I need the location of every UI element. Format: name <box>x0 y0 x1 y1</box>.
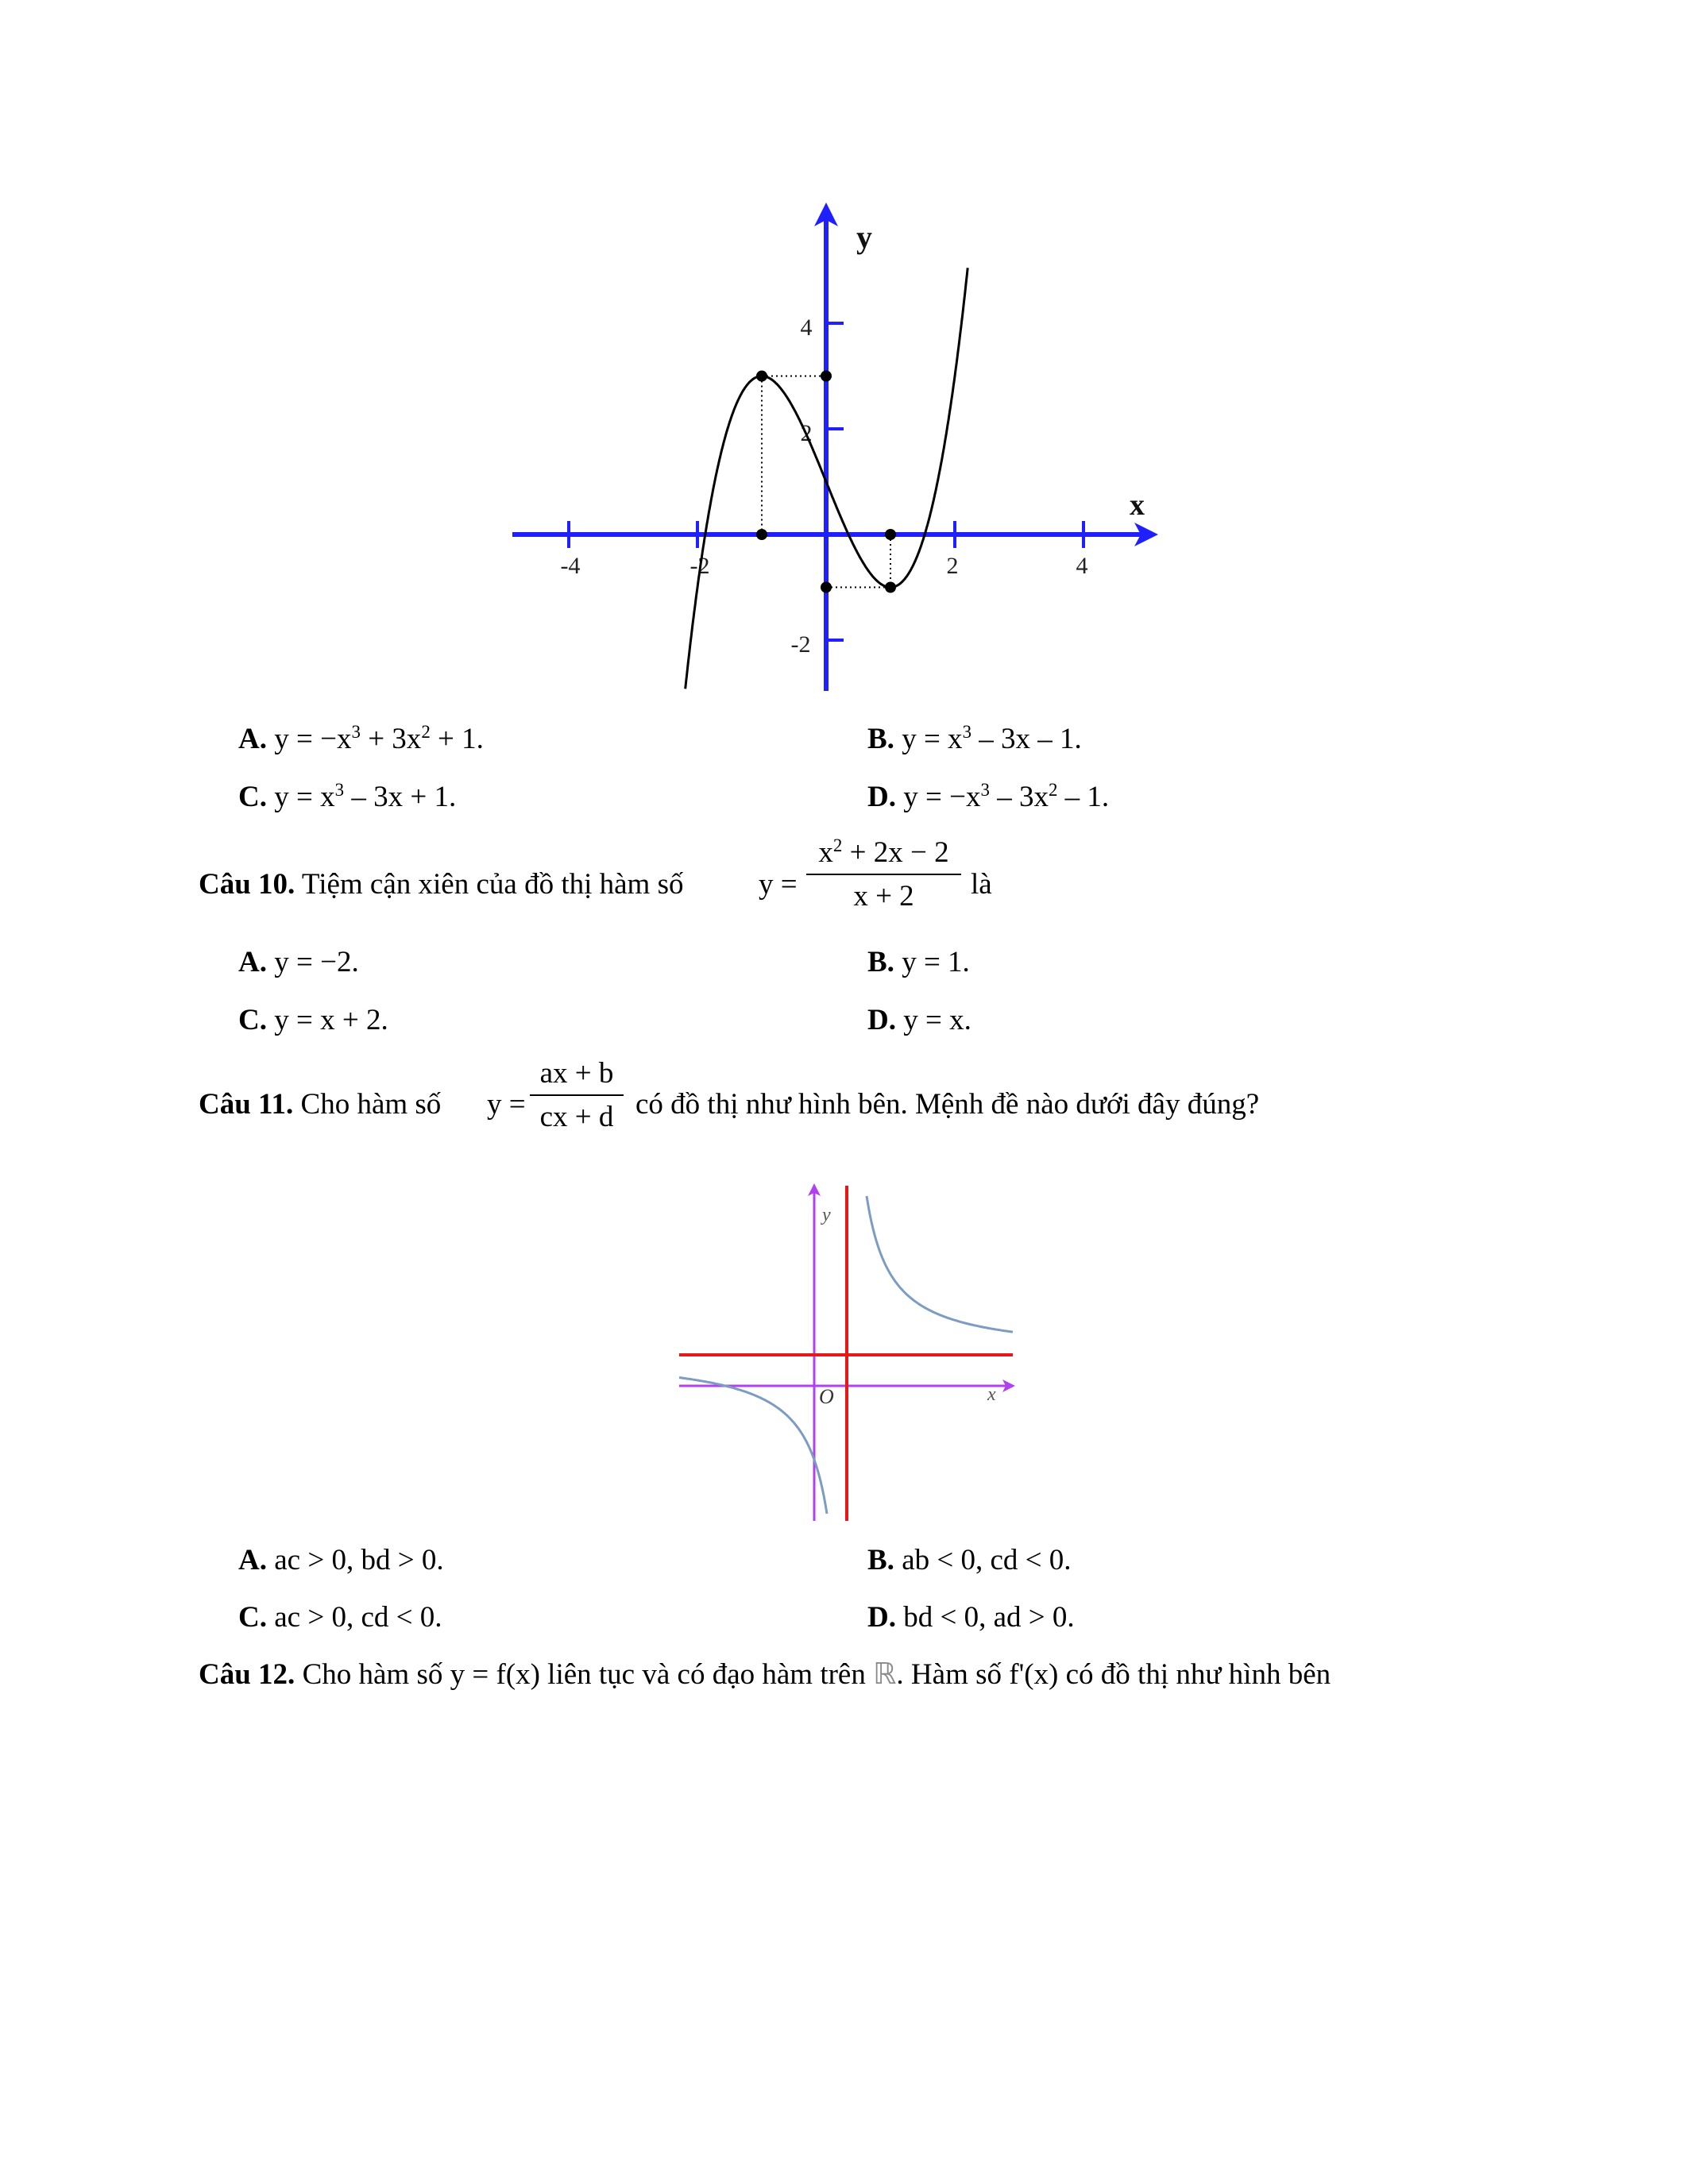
origin-label: O <box>819 1385 834 1408</box>
q10-stem: Câu 10. Tiệm cận xiên của đồ thị hàm số <box>199 868 684 901</box>
marked-point <box>821 582 832 593</box>
q10-answer-a: A. y = −2. <box>238 946 359 978</box>
q12-stem: Câu 12. Cho hàm số y = f(x) liên tục và có đạo hàm trên ℝ. Hàm số f'(x) có đồ thị như hình bên <box>199 1658 1331 1691</box>
q9-answer-b: B. $y = x^3 - 3x - 1$. <box>867 722 1082 755</box>
marked-point <box>756 529 767 540</box>
y-tick-label: -2 <box>790 631 811 658</box>
q11-numerator: ax + b <box>539 1057 614 1090</box>
y-tick-label: 2 <box>800 420 813 446</box>
q10-answer-b: B. y = 1. <box>867 946 970 978</box>
q10-numerator: $x^2 + 2x - 2$ <box>818 835 949 869</box>
real-numbers-symbol: ℝ <box>873 1658 897 1691</box>
right-branch <box>867 1196 1013 1332</box>
y-tick-label: 4 <box>800 314 813 341</box>
q9-answer-a: A. $y = -x^3 + 3x^2 + 1$. <box>238 722 484 755</box>
marked-point <box>885 582 896 593</box>
q10-suffix: là <box>971 868 992 901</box>
q9-answer-d: D. $y = -x^3 - 3x^2 - 1$. <box>867 780 1110 813</box>
q9-answer-c: C. $y = x^3 - 3x + 1$. <box>238 780 457 813</box>
q10-answer-c: C. y = x + 2. <box>238 1004 388 1036</box>
q11-stem: Câu 11. Cho hàm số <box>199 1088 442 1121</box>
x-axis-arrow <box>1002 1379 1015 1392</box>
q11-answer-a: A. ac > 0, bd > 0. <box>238 1544 444 1576</box>
x-axis-label: x <box>1130 488 1145 522</box>
q11-answer-c: C. ac > 0, cd < 0. <box>238 1601 442 1634</box>
q11-lhs: y = <box>487 1088 526 1121</box>
marked-point <box>885 529 896 540</box>
y-axis-arrow <box>808 1183 821 1196</box>
x-tick-label: 2 <box>946 553 959 579</box>
q11-fraction <box>530 1059 624 1132</box>
q11-answer-d: D. bd < 0, ad > 0. <box>867 1601 1075 1634</box>
marked-point <box>756 371 767 382</box>
q11-suffix: có đồ thị như hình bên. Mệnh đề nào dưới đây đúng? <box>635 1088 1260 1121</box>
x-axis-label: x <box>987 1384 996 1405</box>
y-axis-arrow <box>814 203 838 226</box>
q10-fraction <box>806 835 961 913</box>
x-axis-arrow <box>1134 523 1158 546</box>
left-branch <box>679 1378 827 1514</box>
q10-answer-d: D. y = x. <box>867 1004 971 1036</box>
x-tick-label: -4 <box>560 553 581 579</box>
q10-denominator: x + 2 <box>806 874 961 911</box>
q11-denominator: cx + d <box>530 1094 624 1132</box>
y-axis-label: y <box>822 1205 831 1225</box>
q11-answer-b: B. ab < 0, cd < 0. <box>867 1544 1072 1576</box>
x-tick-label: 4 <box>1076 553 1088 579</box>
q10-lhs: y = <box>759 868 798 901</box>
marked-point <box>821 371 832 382</box>
y-axis-label: y <box>856 219 872 255</box>
x-tick-label: -2 <box>689 553 710 579</box>
cubic-curve <box>686 268 968 689</box>
